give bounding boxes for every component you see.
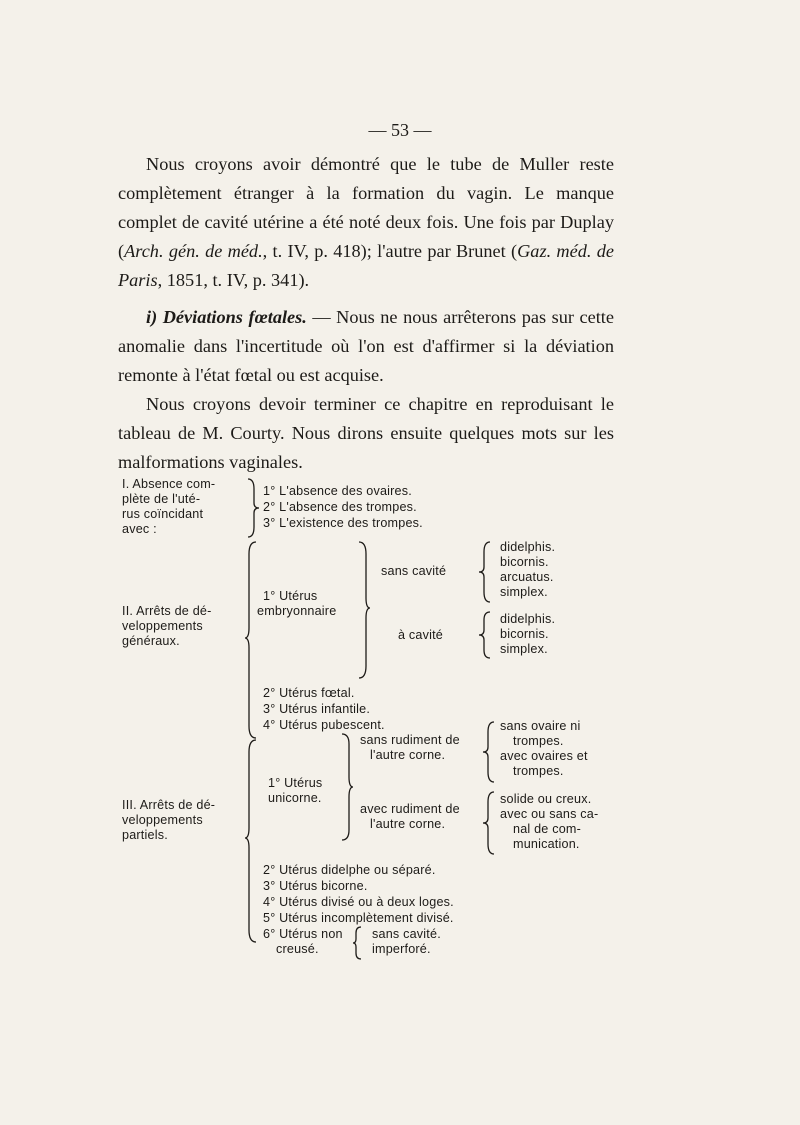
avec-rudiment-item-0: solide ou creux. bbox=[500, 792, 592, 806]
unicorne-0: 1° Utérus bbox=[268, 776, 323, 790]
unicorne-1: unicorne. bbox=[268, 791, 322, 805]
reference-title-1: Arch. gén. de méd. bbox=[124, 241, 263, 261]
section2-label-1: veloppements bbox=[122, 619, 203, 633]
section3-last-right-1: imperforé. bbox=[372, 942, 431, 956]
section3-other-2: 4° Utérus divisé ou à deux loges. bbox=[263, 895, 454, 909]
section1-item-0: 1° L'absence des ovaires. bbox=[263, 484, 412, 498]
avec-rudiment-item-1: avec ou sans ca- bbox=[500, 807, 599, 821]
sans-cavite-item-1: bicornis. bbox=[500, 555, 549, 569]
brace-unicorne bbox=[339, 732, 355, 842]
brace-a-cavite bbox=[478, 610, 494, 660]
section1-label-0: I. Absence com- bbox=[122, 477, 216, 491]
brace-last bbox=[352, 926, 364, 960]
sans-rudiment-0: sans rudiment de bbox=[360, 733, 460, 747]
section2-uterus-embryo-1: embryonnaire bbox=[257, 604, 337, 618]
avec-rudiment-item-2: nal de com- bbox=[513, 822, 581, 836]
section1-label-2: rus coïncidant bbox=[122, 507, 204, 521]
sans-cavite-label: sans cavité bbox=[381, 564, 447, 578]
avec-rudiment-1: l'autre corne. bbox=[370, 817, 446, 831]
brace-section1 bbox=[245, 477, 261, 539]
section3-last-right-0: sans cavité. bbox=[372, 927, 441, 941]
section2-other-1: 3° Utérus infantile. bbox=[263, 702, 371, 716]
section2-label-0: II. Arrêts de dé- bbox=[122, 604, 212, 618]
sans-cavite-item-0: didelphis. bbox=[500, 540, 556, 554]
sans-rudiment-item-3: trompes. bbox=[513, 764, 564, 778]
brace-embryo bbox=[356, 540, 372, 680]
page-number: — 53 — bbox=[368, 120, 432, 140]
section3-other-0: 2° Utérus didelphe ou séparé. bbox=[263, 863, 436, 877]
section3-other-3: 5° Utérus incomplètement divisé. bbox=[263, 911, 454, 925]
reference-title-2: Gaz. méd. de Paris bbox=[118, 241, 615, 290]
sans-rudiment-item-1: trompes. bbox=[513, 734, 564, 748]
brace-section3 bbox=[244, 738, 260, 944]
section3-label-2: partiels. bbox=[122, 828, 168, 842]
section2-label-2: généraux. bbox=[122, 634, 180, 648]
a-cavite-item-2: simplex. bbox=[500, 642, 548, 656]
paragraph-3: Nous croyons devoir terminer ce chapitre en reproduisant le tableau de M. Courty. Nous dirons ensuite quelques mots sur les malformations vaginales. bbox=[118, 394, 614, 472]
paragraph-2: i) Déviations fœtales. — Nous ne nous arrêterons pas sur cette anomalie dans l'incertitude où l'on est d'affirmer si la déviation remonte à l'état fœtal ou est acquise. bbox=[118, 307, 614, 385]
section3-last-left-0: 6° Utérus non bbox=[263, 927, 343, 941]
sans-rudiment-item-2: avec ovaires et bbox=[500, 749, 588, 763]
avec-rudiment-item-3: munication. bbox=[513, 837, 580, 851]
section1-item-1: 2° L'absence des trompes. bbox=[263, 500, 417, 514]
brace-sans-cavite bbox=[478, 540, 494, 604]
brace-avec-rudiment bbox=[482, 790, 498, 856]
brace-section2 bbox=[244, 540, 260, 740]
section2-other-0: 2° Utérus fœtal. bbox=[263, 686, 355, 700]
a-cavite-label: à cavité bbox=[398, 628, 444, 642]
section3-label-1: veloppements bbox=[122, 813, 203, 827]
sans-rudiment-item-0: sans ovaire ni bbox=[500, 719, 581, 733]
section2-uterus-embryo-0: 1° Utérus bbox=[263, 589, 318, 603]
section2-other-2: 4° Utérus pubescent. bbox=[263, 718, 385, 732]
avec-rudiment-0: avec rudiment de bbox=[360, 802, 460, 816]
a-cavite-item-1: bicornis. bbox=[500, 627, 549, 641]
section1-item-2: 3° L'existence des trompes. bbox=[263, 516, 423, 530]
section3-last-left-1: creusé. bbox=[276, 942, 319, 956]
section1-label-3: avec : bbox=[122, 522, 157, 536]
paragraph-1: Nous croyons avoir démontré que le tube de Muller reste complètement étranger à la formation du vagin. Le manque complet de cavité utérine a été noté deux fois. Une fois par Duplay (Arch. gén. de méd., t. IV, p. 418); l'autre par Brunet (Gaz. méd. de Paris, 1851, t. IV, p. 341). bbox=[118, 154, 615, 290]
section-heading: i) Déviations fœtales. bbox=[146, 307, 307, 327]
sans-cavite-item-3: simplex. bbox=[500, 585, 548, 599]
sans-rudiment-1: l'autre corne. bbox=[370, 748, 446, 762]
a-cavite-item-0: didelphis. bbox=[500, 612, 556, 626]
section3-label-0: III. Arrêts de dé- bbox=[122, 798, 216, 812]
sans-cavite-item-2: arcuatus. bbox=[500, 570, 554, 584]
section1-label-1: plète de l'uté- bbox=[122, 492, 201, 506]
section3-other-1: 3° Utérus bicorne. bbox=[263, 879, 368, 893]
brace-sans-rudiment bbox=[482, 720, 498, 784]
